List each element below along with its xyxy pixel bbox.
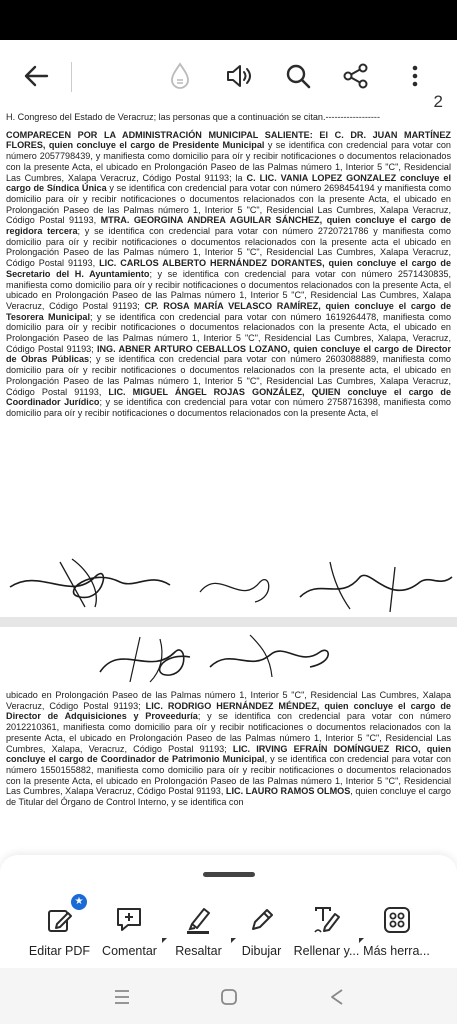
bold-run: LIC. RODRIGO HERNÁNDEZ MÉNDEZ, quien concluye el cargo de Director de Adquisiciones y Proveeduría xyxy=(6,700,451,722)
text-run: ; y se identifica con credencial para votar con número 1619264478, manifiesta como domicilio para oír y recibir notificaciones o documentos relacionados con la presente Acta, el ubicado en Prolongación Paseo de las Palmas número 1, Interior 5 "C", Residencial Las Cumbres, Xalapa, Veracruz, Código Postal 91193; xyxy=(6,311,451,354)
text-run: y se identifica con credencial para votar con número 2698454194 y manifiesta como domicilio para oír y recibir notificaciones o documentos relacionados con la presente Acta, el ubicado en Prolongación Paseo de las Palmas número 1, Interior 5 "C", Residencial Las Cumbres, Xalapa Veracruz, Código Postal 91193, xyxy=(6,183,452,226)
tool-label: Comentar xyxy=(102,944,157,958)
bold-run: CP. ROSA MARÍA VELASCO RAMÍREZ, quien concluye el cargo de Tesorera Municipal xyxy=(6,300,451,322)
back-triangle-icon[interactable] xyxy=(322,986,352,1008)
text-run: y se identifica con credencial para votar con número 2057798439, y manifiesta como domicilio para oír y recibir notificaciones o documentos relacionados con la presente Acta, el ubicado en Prolongación Paseo de las Palmas número 1, Interior 5 "C", Residencial Las Cumbres, Xalapa Veracruz, Código Postal 91193; la xyxy=(6,140,451,183)
recents-icon[interactable] xyxy=(107,986,137,1008)
star-badge-icon: ★ xyxy=(71,894,87,910)
fill-sign-icon xyxy=(289,900,364,940)
more-vertical-icon[interactable] xyxy=(397,58,433,94)
search-icon[interactable] xyxy=(280,58,316,94)
edit-pdf-icon xyxy=(22,896,97,940)
top-toolbar xyxy=(0,40,457,112)
bold-run: MTRA. GEORGINA ANDREA AGUILAR SÁNCHEZ, quien concluye el cargo de regidora tercera xyxy=(6,215,451,237)
document-page-2 xyxy=(0,627,457,855)
pen-icon xyxy=(224,900,299,940)
back-arrow-icon[interactable] xyxy=(18,58,54,94)
bold-run: LIC. CARLOS ALBERTO HERNÁNDEZ DORANTES, quien concluye el cargo de Secretario del H. Ayuntamiento xyxy=(6,258,452,279)
text-run: ubicado en Prolongación Paseo de las Palmas número 1, Interior 5 "C", Residencial Las Cumbres, Xalapa Veracruz, Código Postal 91193; xyxy=(6,690,451,711)
paragraph xyxy=(6,690,451,808)
text-run: ; y se identifica con credencial para votar con número 2720721786 y manifiesta como domicilio para oír y recibir notificaciones o documentos relacionados con la presente acta el ubicado en Prolongación Paseo de las Palmas número 1, Interior 5 "C", Residencial Las Cumbres, Xalapa Veracruz, Código Postal 91193, xyxy=(6,226,451,269)
bold-run: LIC. LAURO RAMOS OLMOS xyxy=(225,786,351,797)
system-navigation-bar xyxy=(0,968,457,1024)
text-run: ; y se identifica con credencial para votar con número 2603088889, manifiesta como domicilio para oír y recibir notificaciones o documentos relacionados con la presente acta, el ubicado en Prolongación Paseo de las Palmas número 1, Interior 5 "C", Residencial Las Cumbres, Xalapa Veracruz, Código Postal 91193, xyxy=(6,354,451,397)
tool-fill-sign[interactable] xyxy=(289,900,364,958)
text-run: ; y se identifica con credencial para votar con número 2012210361, manifiesta como domicilio para oír y recibir notificaciones o documentos relacionados con la presente Acta, el ubicado en Prolongación Paseo de las Palmas número 1, Interior 5 "C", Residencial Las Cumbres, Xalapa, Veracruz, Código Postal 91193; xyxy=(6,711,451,754)
bold-run: El C. DR. JUAN MARTÍNEZ FLORES, quien concluye el cargo de Presidente Municipal xyxy=(6,129,451,151)
bold-run: LIC. IRVING EFRAÍN DOMÍNGUEZ RICO, quien concluye el cargo de Coordinador de Patrimonio Municipal xyxy=(6,743,452,765)
speaker-icon[interactable] xyxy=(222,58,258,94)
signatures-image xyxy=(0,547,457,617)
sheet-drag-handle[interactable] xyxy=(203,872,255,877)
text-run: , y se identifica con credencial para votar con número 1550155882, manifiesta como domicilio para oír y recibir notificaciones o documentos relacionados con la presente Acta, el ubicado en Prolongación Paseo de las Palmas número 1, Interior 5 "C", Residencial Las Cumbres, Xalapa Veracruz, Código Postal 91193, xyxy=(6,754,451,797)
status-bar xyxy=(0,0,457,40)
home-icon[interactable] xyxy=(214,986,244,1008)
tool-label: Más herra... xyxy=(363,944,430,958)
header-line: H. Congreso del Estado de Veracruz; las personas que a continuación se citan.------------------ xyxy=(6,112,380,122)
tool-label: Editar PDF xyxy=(28,944,91,958)
paragraph xyxy=(6,130,451,419)
tool-edit-pdf[interactable] xyxy=(22,896,97,958)
bold-run: C. LIC. VANIA LOPEZ GONZALEZ concluye el cargo de Síndica Única xyxy=(6,172,451,194)
document-page-1 xyxy=(0,112,457,617)
toolbar-divider xyxy=(71,62,72,92)
section-heading: COMPARECEN POR LA ADMINISTRACIÓN MUNICIPAL SALIENTE: xyxy=(6,129,313,140)
text-run: ; y se identifica con credencial para votar con número 2758716398, manifiesta como domicilio para oír y recibir notificaciones o documentos relacionados con la presente Acta, el xyxy=(6,397,451,418)
text-run: , quien concluye el cargo de Titular del Órgano de Control Interno, y se identifica con xyxy=(6,786,451,808)
tool-label: Rellenar y... xyxy=(293,944,360,958)
bold-run: LIC. MIGUEL ÁNGEL ROJAS GONZÁLEZ, QUIEN concluye el cargo de Coordinador Jurídico xyxy=(6,386,452,408)
comment-icon xyxy=(92,900,167,940)
page-2-text xyxy=(0,690,457,808)
page-number-badge: 2 xyxy=(433,92,443,111)
tool-comment[interactable] xyxy=(92,900,167,958)
more-tools-icon xyxy=(359,900,434,940)
share-icon[interactable] xyxy=(338,58,374,94)
tool-more-tools[interactable] xyxy=(359,900,434,958)
signatures-image xyxy=(0,627,457,687)
bold-run: ING. ABNER ARTURO CEBALLOS LOZANO, quien concluye el cargo de Director de Obras Públicas xyxy=(6,343,452,365)
page-separator xyxy=(0,617,457,627)
read-aloud-icon[interactable] xyxy=(162,58,198,94)
tool-draw[interactable] xyxy=(224,900,299,958)
tool-label: Dibujar xyxy=(241,944,282,958)
tool-label: Resaltar xyxy=(175,944,222,958)
text-run: ; y se identifica con credencial para votar con número 2571430835, manifiesta como domicilio para oír y recibir notificaciones o documentos relacionados con la presente Acta, el ubicado en Prolongación Paseo de las Palmas número 1, Interior 5 "C", Residencial Las Cumbres, Xalapa Veracruz, Código Postal 91193; xyxy=(6,268,451,311)
page-1-text xyxy=(0,112,457,419)
